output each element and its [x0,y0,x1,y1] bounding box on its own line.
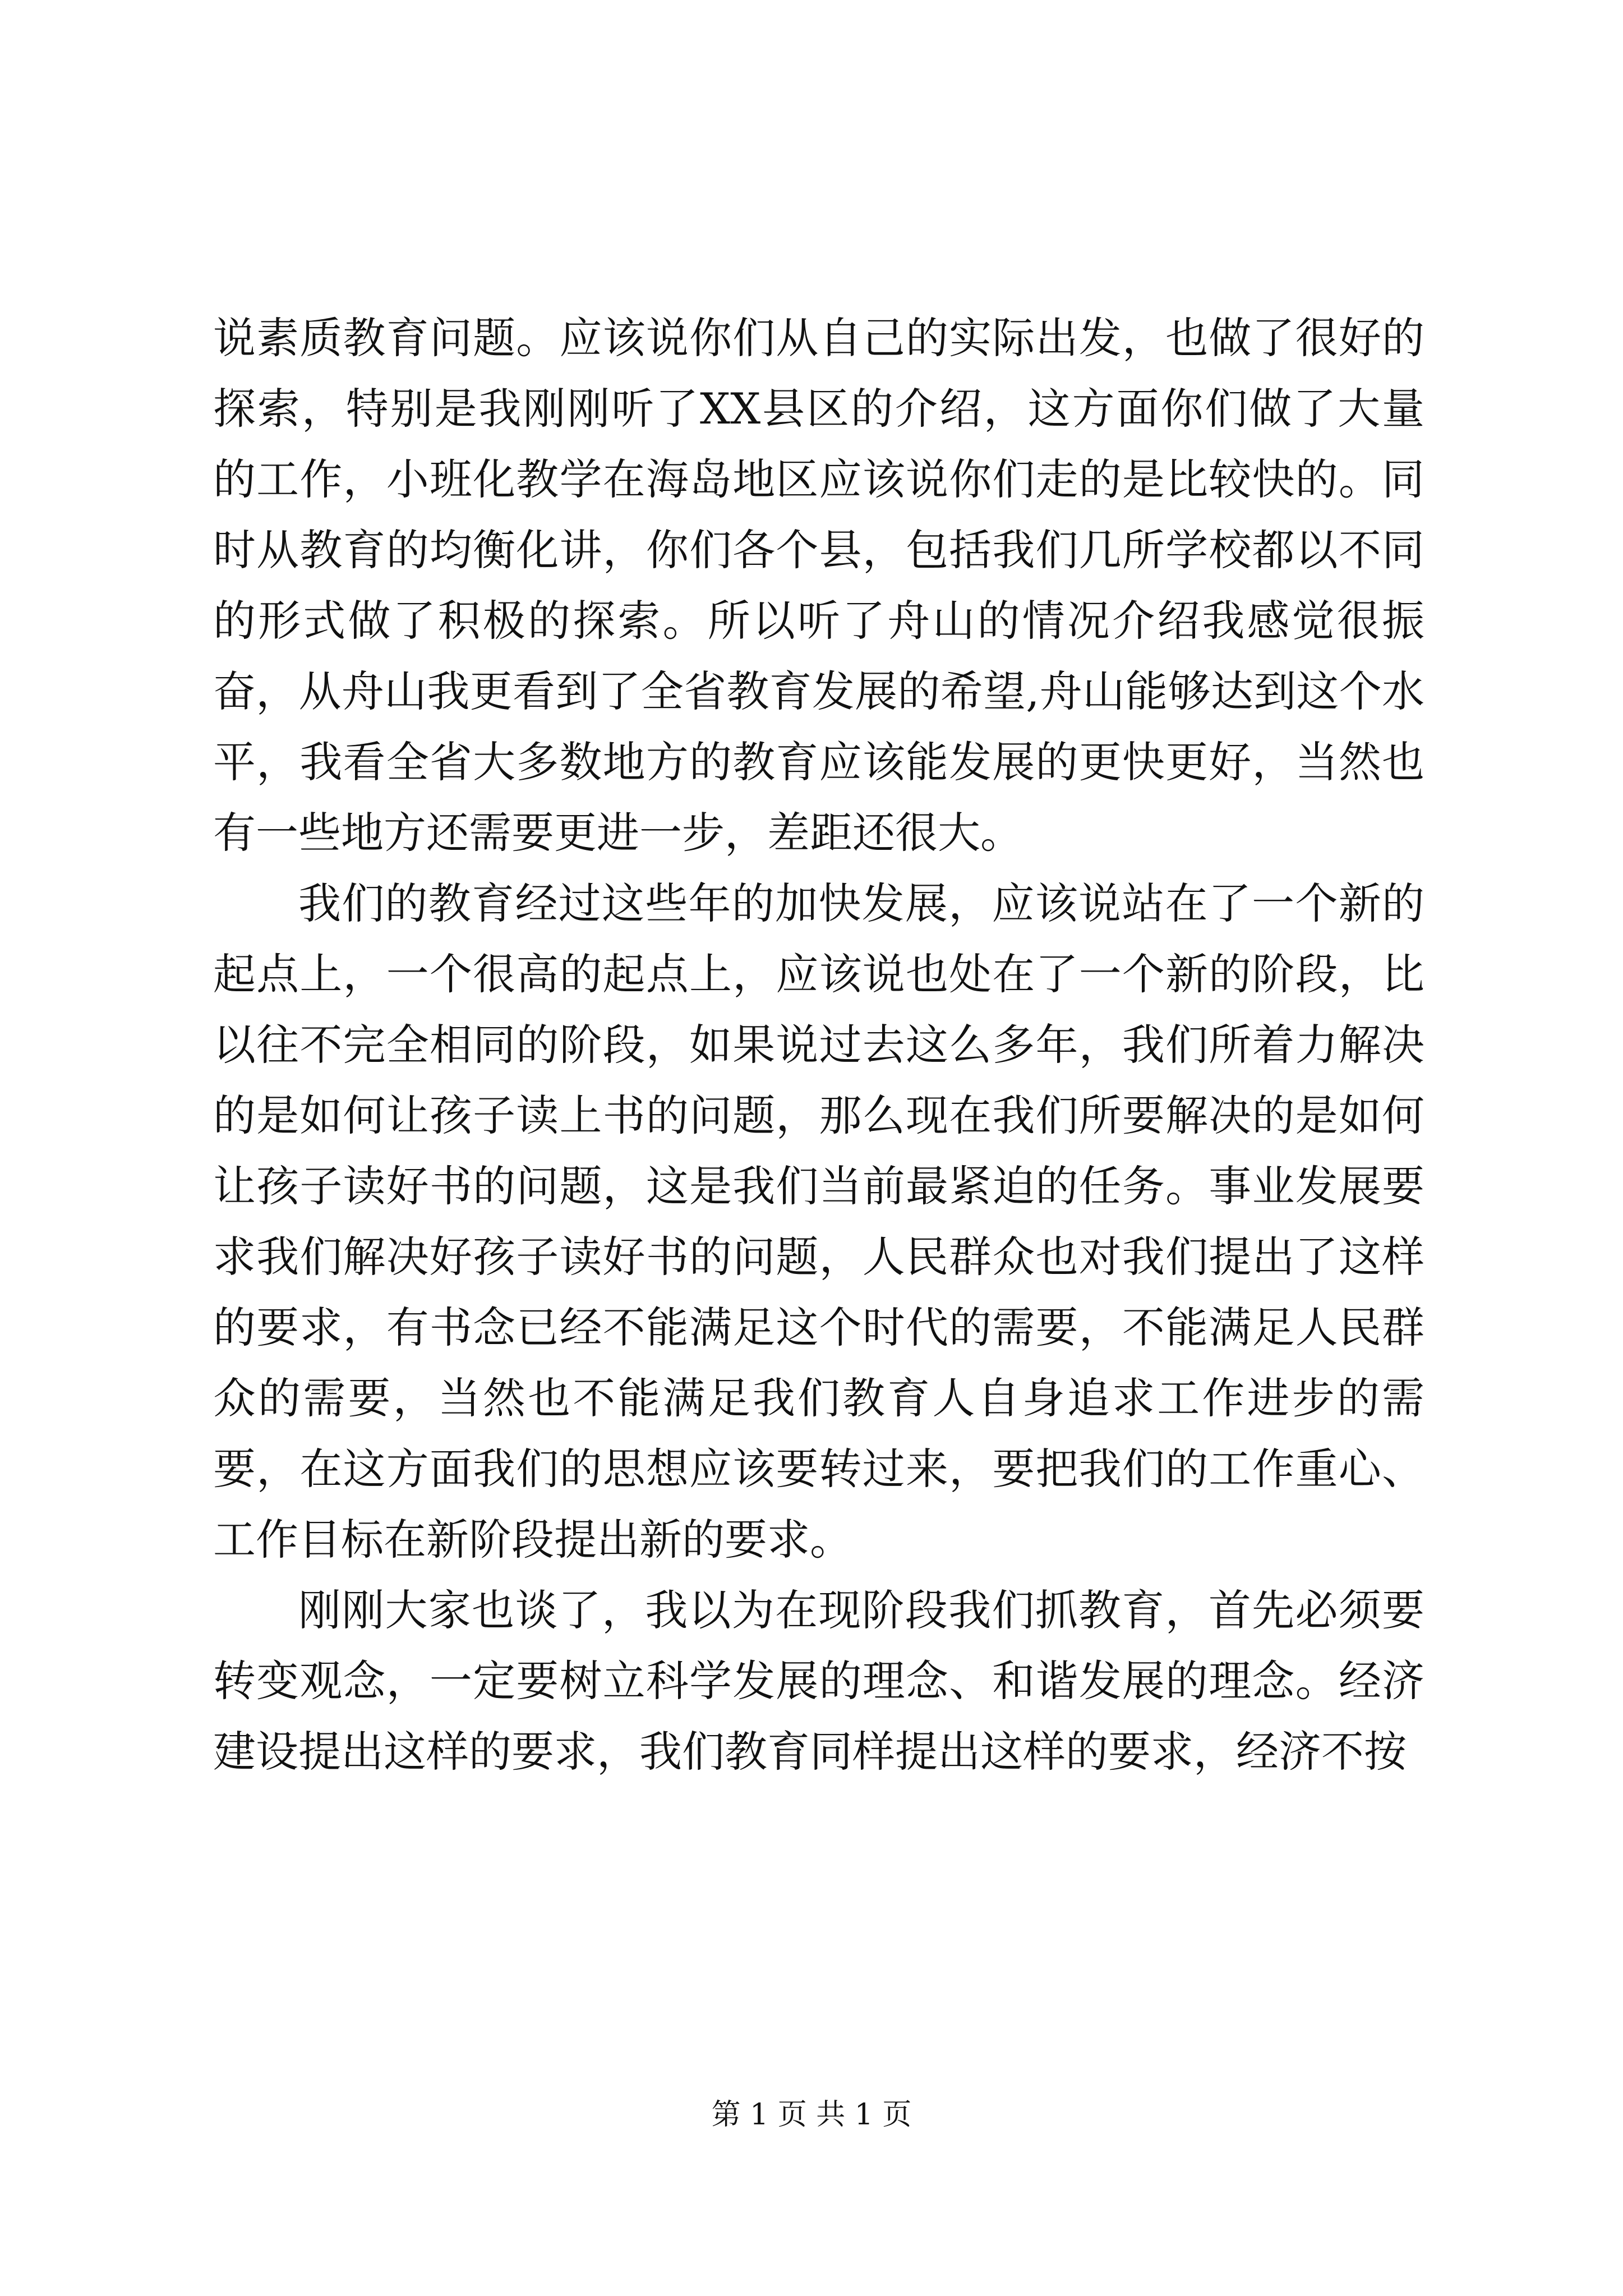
page-number-footer: 第 1 页 共 1 页 [711,2098,912,2132]
paragraph-2: 我们的教育经过这些年的加快发展，应该说站在了一个新的起点上，一个很高的起点上，应该说也处在了一个新的阶段，比以往不完全相同的阶段，如果说过去这么多年，我们所着力解决的是如何让孩子读上书的问题，那么现在我们所要解决的是如何让孩子读好书的问题，这是我们当前最紧迫的任务。事业发展要求我们解决好孩子读好书的问题，人民群众也对我们提出了这样的要求，有书念已经不能满足这个时代的需要，不能满足人民群众的需要，当然也不能满足我们教育人自身追求工作进步的需要，在这方面我们的思想应该要转过来，要把我们的工作重心、工作目标在新阶段提出新的要求。 [213,878,1424,1565]
paragraph-1: 说素质教育问题。应该说你们从自己的实际出发，也做了很好的探索，特别是我刚刚听了XX县区的介绍，这方面你们做了大量的工作，小班化教学在海岛地区应该说你们走的是比较快的。同时从教育的均衡化讲，你们各个县，包括我们几所学校都以不同的形式做了积极的探索。所以听了舟山的情况介绍我感觉很振奋，从舟山我更看到了全省教育发展的希望,舟山能够达到这个水平，我看全省大多数地方的教育应该能发展的更快更好，当然也有一些地方还需要更进一步，差距还很大。 [213,313,1424,858]
document-body [213,303,1424,1787]
paragraph-3: 刚刚大家也谈了，我以为在现阶段我们抓教育，首先必须要转变观念，一定要树立科学发展的理念、和谐发展的理念。经济建设提出这样的要求，我们教育同样提出这样的要求，经济不按 [213,1585,1424,1777]
